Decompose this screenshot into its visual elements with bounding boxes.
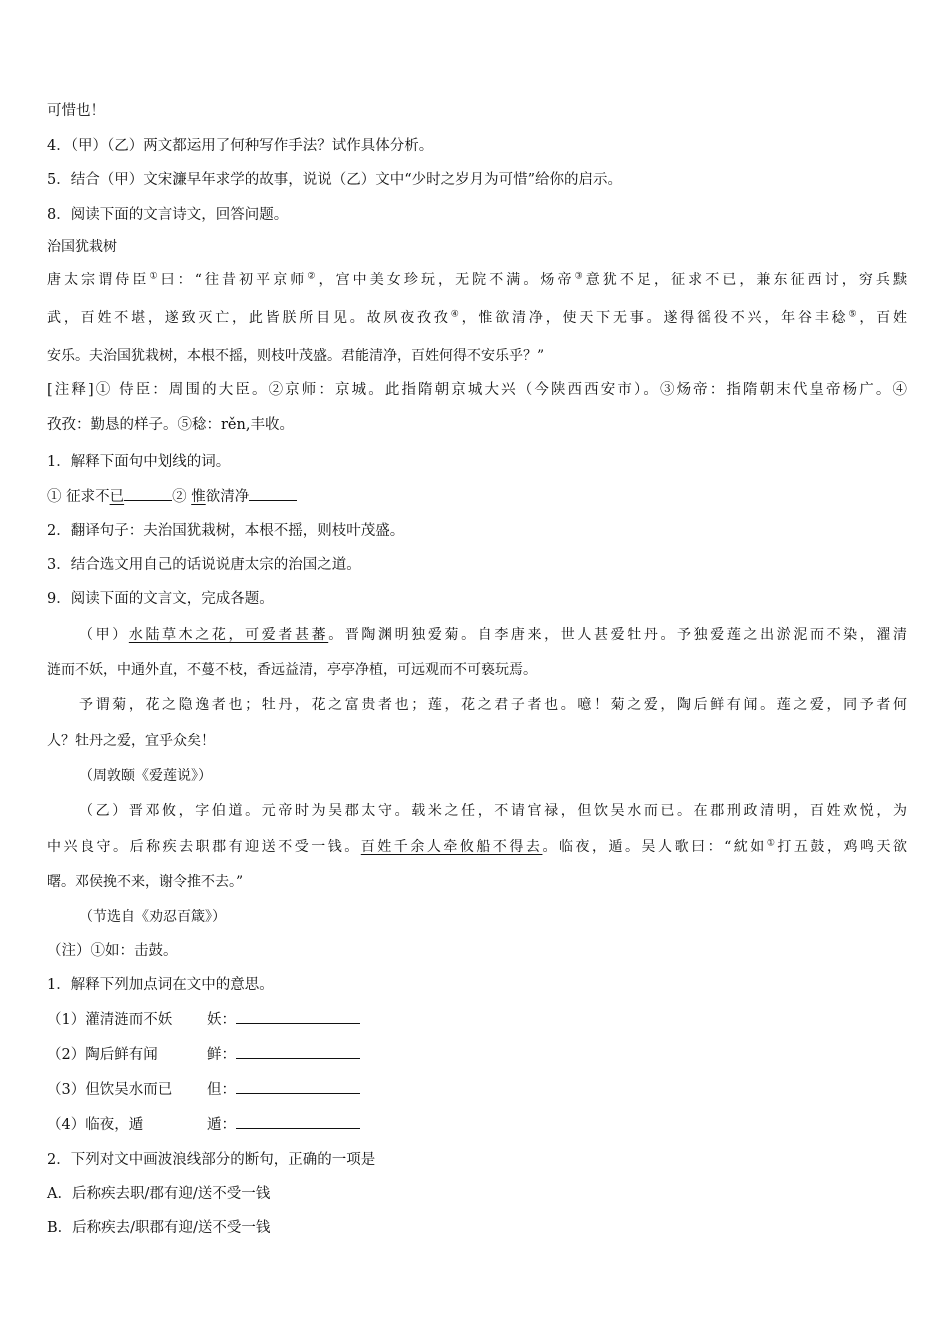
- jia-line-3: 予谓菊，花之隐逸者也；牡丹，花之富贵者也；莲，花之君子者也。噫！菊之爱，陶后鲜有闻。莲之爱，同予者何: [79, 697, 907, 713]
- question-4: 4．（甲）（乙）两文都运用了何种写作手法？试作具体分析。: [47, 138, 434, 154]
- subquestion-9-1: 1．解释下列加点词在文中的意思。: [47, 977, 274, 993]
- yi-source: （节选自《劝忍百箴》）: [79, 909, 226, 925]
- passage-line-3: 安乐。夫治国犹栽树，本根不摇，则枝叶茂盛。君能清净，百姓何得不安乐乎？”: [47, 348, 545, 364]
- jia-source: （周敦颐《爱莲说》）: [79, 768, 212, 784]
- yi-line-2: 中兴良守。后称疾去职郡有迎送不受一钱。百姓千余人牵攸船不得去。临夜，遁。吴人歌曰：“紞如①打五鼓，鸡鸣天欲: [47, 838, 908, 855]
- answer-blank[interactable]: [236, 1044, 360, 1059]
- answer-item: （3）但饮吴水而已 但：: [47, 1079, 907, 1100]
- subquestion-8-1-items: ① 征求不已 ② 惟欲清净: [47, 486, 907, 507]
- passage-title: 治国犹栽树: [47, 239, 117, 255]
- subquestion-8-1: 1．解释下面句中划线的词。: [47, 454, 231, 470]
- answer-item: （4）临夜，遁 遁：: [47, 1114, 907, 1135]
- note-9: （注）①如：击鼓。: [47, 943, 178, 959]
- answer-item: （2）陶后鲜有闻 鲜：: [47, 1044, 907, 1065]
- question-5: 5．结合（甲）文宋濂早年求学的故事，说说（乙）文中“少时之岁月为可惜”给你的启示。: [47, 172, 623, 188]
- question-9-heading: 9．阅读下面的文言文，完成各题。: [47, 591, 274, 607]
- jia-line-2: 涟而不妖，中通外直，不蔓不枝，香远益清，亭亭净植，可远观而不可亵玩焉。: [47, 662, 537, 678]
- answer-blank[interactable]: [236, 1114, 360, 1129]
- answer-item: （1）灌清涟而不妖 妖：: [47, 1009, 907, 1030]
- subquestion-9-2: 2．下列对文中画波浪线部分的断句，正确的一项是: [47, 1152, 376, 1168]
- yi-line-1: （乙）晋邓攸，字伯道。元帝时为吴郡太守。载米之任，不请官禄，但饮吴水而已。在郡刑政清明，百姓欢悦，为: [79, 803, 907, 819]
- passage-line-1: 唐太宗谓侍臣①曰：“往昔初平京师②，宫中美女珍玩，无院不满。炀帝③意犹不足，征求不已，兼东征西讨，穷兵黩: [47, 271, 907, 288]
- subquestion-8-2: 2．翻译句子：夫治国犹栽树，本根不摇，则枝叶茂盛。: [47, 523, 405, 539]
- jia-line-1: （甲）水陆草木之花，可爱者甚蕃。晋陶渊明独爱菊。自李唐来，世人甚爱牡丹。予独爱莲之出淤泥而不染，濯清: [79, 627, 908, 643]
- prev-text-tail: 可惜也！: [47, 103, 105, 119]
- answer-blank[interactable]: [236, 1009, 360, 1024]
- annotation-line-1: [注释]① 侍臣：周围的大臣。②京师：京城。此指隋朝京城大兴（今陕西西安市）。③炀帝：指隋朝末代皇帝杨广。④: [47, 382, 907, 398]
- annotation-line-2: 孜孜：勤恳的样子。⑤稔：rěn,丰收。: [47, 417, 294, 433]
- passage-line-2: 武，百姓不堪，遂致灭亡，此皆朕所目见。故夙夜孜孜④，惟欲清净，使天下无事。遂得徭役不兴，年谷丰稔⑤，百姓: [47, 309, 908, 326]
- jia-line-4: 人？牡丹之爱，宜乎众矣！: [47, 733, 215, 749]
- answer-blank[interactable]: [249, 486, 297, 501]
- subquestion-8-3: 3．结合选文用自己的话说说唐太宗的治国之道。: [47, 557, 361, 573]
- yi-line-3: 曙。邓侯挽不来，谢令推不去。”: [47, 874, 244, 890]
- answer-blank[interactable]: [236, 1079, 360, 1094]
- option-a[interactable]: A．后称疾去职/郡有迎/送不受一钱: [47, 1186, 271, 1202]
- question-8-heading: 8．阅读下面的文言诗文，回答问题。: [47, 207, 289, 223]
- answer-blank[interactable]: [124, 486, 172, 501]
- option-b[interactable]: B．后称疾去/职郡有迎/送不受一钱: [47, 1220, 271, 1236]
